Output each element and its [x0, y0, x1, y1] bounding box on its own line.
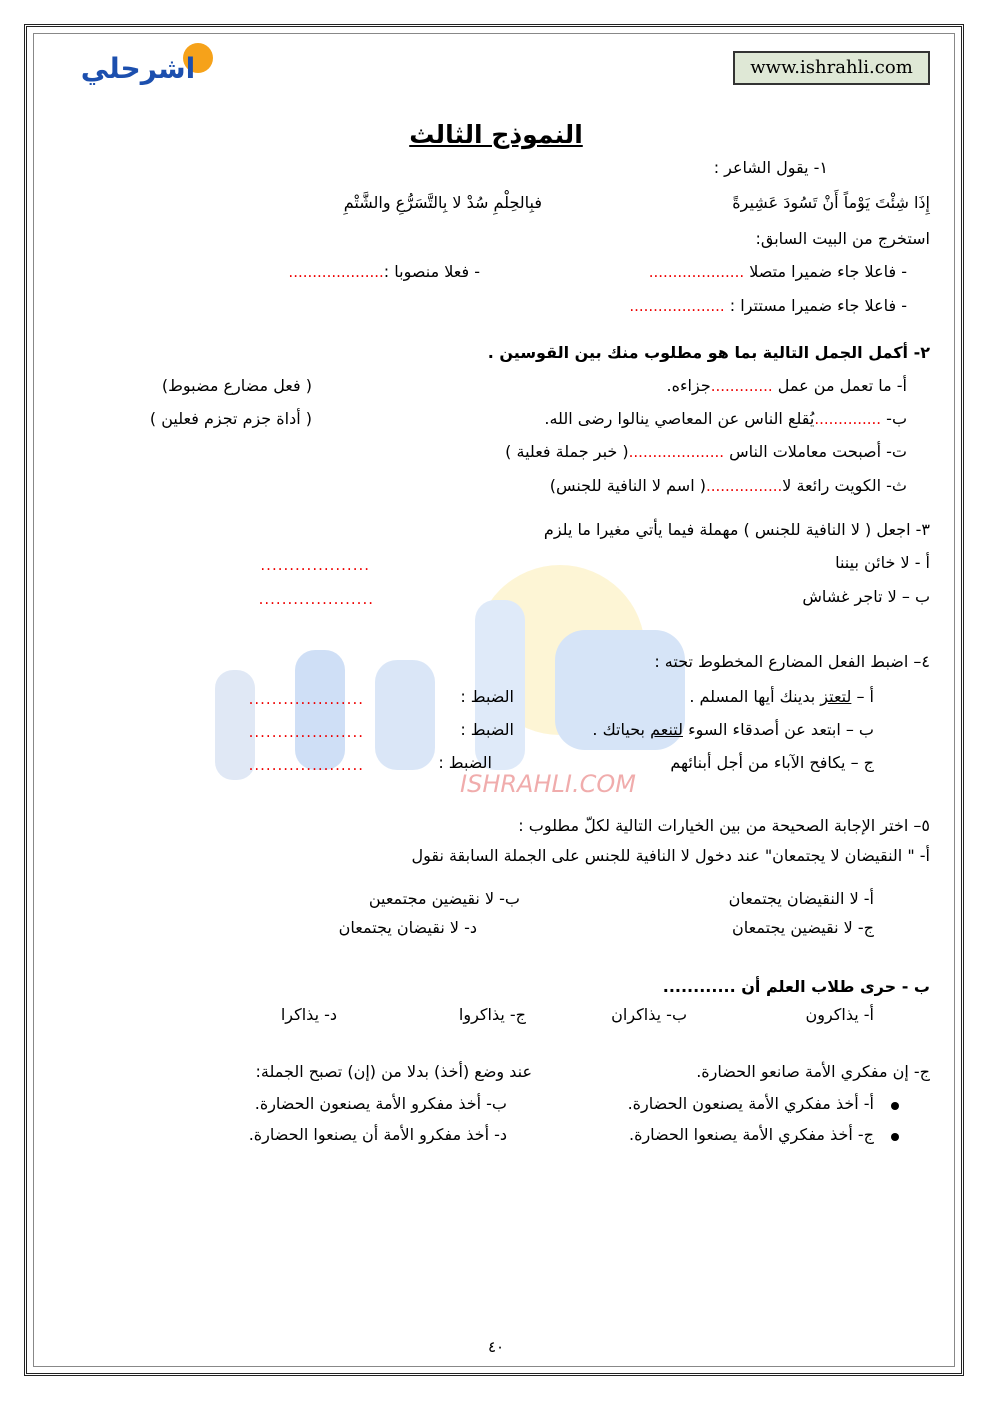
page-title: النموذج الثالث — [409, 120, 583, 149]
q5-b-line: ب - حرى طلاب العلم أن ............ — [662, 977, 930, 996]
ishrahli-logo — [60, 38, 220, 98]
q2-heading: ٢- أكمل الجمل التالية بما هو مطلوب منك بين القوسين . — [487, 343, 930, 362]
q5-c-opt3[interactable]: ج- أخذ مفكري الأمة يصنعوا الحضارة. — [628, 1125, 874, 1144]
q2-c: ت- أصبحت معاملات الناس ....................( خبر جملة فعلية ) — [505, 442, 907, 461]
q5-c-opt4[interactable]: د- أخذ مفكرو الأمة أن يصنعوا الحضارة. — [248, 1125, 507, 1144]
q3-a-dots: ................... — [260, 556, 370, 574]
page-number: ٤٠ — [487, 1338, 505, 1356]
q1-item1: - فاعلا جاء ضميرا متصلا .................... — [648, 262, 907, 281]
q5-c-opt2[interactable]: ب- أخذ مفكرو الأمة يصنعون الحضارة. — [254, 1094, 507, 1113]
q4-b-dots: .................... — [248, 723, 364, 741]
q5-a-opt3[interactable]: ج- لا نقيضين يجتمعان — [732, 918, 874, 937]
q5-a-line: أ- " النقيضان لا يجتمعان" عند دخول لا النافية للجنس على الجملة السابقة نقول — [411, 846, 930, 865]
q5-heading: ٥– اختر الإجابة الصحيحة من بين الخيارات التالية لكلّ مطلوب : — [518, 816, 930, 835]
q5-b-opt1[interactable]: أ- يذاكرون — [805, 1005, 874, 1024]
site-url-box[interactable]: www.ishrahli.com — [733, 51, 930, 85]
q5-b-opt3[interactable]: ج- يذاكروا — [458, 1005, 526, 1024]
q4-a-dots: .................... — [248, 690, 364, 708]
q4-b-label: الضبط : — [460, 720, 514, 739]
q5-a-opt1[interactable]: أ- لا النقيضان يجتمعان — [728, 889, 874, 908]
q2-b-hint: ( أداة جزم تجزم فعلين ) — [149, 409, 312, 428]
q2-a-hint: ( فعل مضارع مضبوط) — [161, 376, 312, 395]
q2-b: ب- ..............يُقلع الناس عن المعاصي ينالوا رضى الله. — [544, 409, 907, 428]
q2-a: أ- ما تعمل من عمل .............جزاءه. — [666, 376, 907, 395]
q3-b-dots: .................... — [258, 590, 374, 608]
q5-c-line-right: ج- إن مفكري الأمة صانعو الحضارة. — [696, 1062, 930, 1081]
q5-b-opt4[interactable]: د- يذاكرا — [280, 1005, 337, 1024]
q4-a-label: الضبط : — [460, 687, 514, 706]
q4-a: أ – لتعتز بدينك أيها المسلم . — [689, 687, 874, 706]
watermark-text: ISHRAHLI.COM — [460, 770, 636, 798]
q5-a-opt2[interactable]: ب- لا نقيضين مجتمعين — [368, 889, 520, 908]
q4-c: ج – يكافح الآباء من أجل أبنائهم — [670, 753, 874, 772]
q1-intro: ١- يقول الشاعر : — [713, 158, 828, 177]
q4-b: ب – ابتعد عن أصدقاء السوء لتنعم بحياتك . — [592, 720, 874, 739]
q1-verse-left: فبِالحِلْمِ سُدْ لا بِالتَّسَرُّعِ والشَّتْمِ — [343, 193, 542, 212]
q3-a: أ - لا خائن بيننا — [835, 553, 930, 572]
q3-b: ب – لا تاجر غشاش — [802, 587, 930, 606]
q5-c-opt1[interactable]: أ- أخذ مفكري الأمة يصنعون الحضارة. — [627, 1094, 874, 1113]
q5-a-opt4[interactable]: د- لا نقيضان يجتمعان — [338, 918, 477, 937]
q1-item3: - فاعلا جاء ضميرا مستترا : .................... — [629, 296, 907, 315]
q4-heading: ٤– اضبط الفعل المضارع المخطوط تحته : — [654, 652, 930, 671]
q3-heading: ٣- اجعل ( لا النافية للجنس ) مهملة فيما يأتي مغيرا ما يلزم — [543, 520, 930, 539]
logo-text: اشرحلي — [80, 52, 196, 85]
q1-item2: - فعلا منصوبا :.................... — [288, 262, 480, 281]
q4-c-dots: .................... — [248, 756, 364, 774]
q4-c-label: الضبط : — [438, 753, 492, 772]
q1-verse-right: إِذَا شِئْتَ يَوْماً أَنْ تَسُودَ عَشِيرةً — [732, 193, 930, 212]
bullet-icon — [891, 1102, 899, 1110]
q5-b-opt2[interactable]: ب- يذاكران — [611, 1005, 687, 1024]
q2-d: ث- الكويت رائعة لا................( اسم لا النافية للجنس) — [549, 476, 907, 495]
bullet-icon — [891, 1133, 899, 1141]
q1-extract: استخرج من البيت السابق: — [755, 229, 930, 248]
q5-c-line-left: عند وضع (أخذ) بدلا من (إن) تصبح الجملة: — [255, 1062, 532, 1081]
